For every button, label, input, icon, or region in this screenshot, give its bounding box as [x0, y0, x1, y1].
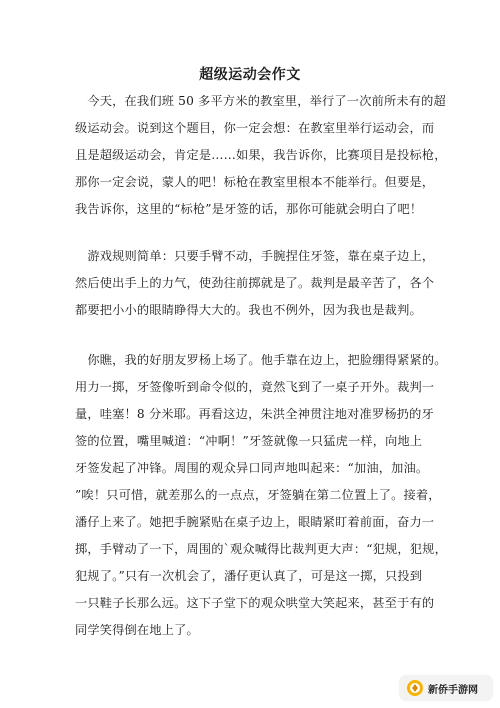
- watermark-badge: [400, 676, 492, 700]
- paragraph-line: 犯规了。”只有一次机会了，潘仔更认真了，可是这一掷，只投到: [75, 569, 423, 583]
- paragraph-line: 潘仔上来了。她把手腕紧贴在桌子边上，眼睛紧盯着前面，奋力一: [75, 515, 435, 529]
- paragraph-2: [75, 243, 435, 324]
- paragraph-line: 签的位置，嘴里喊道：“冲啊！”牙签就像一只猛虎一样，向地上: [75, 434, 423, 448]
- paragraph-line: 一只鞋子长那么远。这下子堂下的观众哄堂大笑起来，甚至于有的: [75, 596, 435, 610]
- paragraph-line: ”唉！只可惜，就差那么的一点点，牙签躺在第二位置上了。接着，: [75, 488, 441, 502]
- document-title: 超级运动会作文: [199, 67, 301, 83]
- watermark-logo-icon: [406, 679, 424, 697]
- paragraph-line: 牙签发起了冲锋。周围的观众异口同声地叫起来：“加油，加油。: [75, 461, 429, 475]
- paragraph-line: 用力一掷，牙签像听到命令似的，竟然飞到了一桌子开外。裁判一: [75, 380, 435, 394]
- paragraph-line: 游戏规则简单：只要手臂不动，手腕捏住牙签，靠在桌子边上，: [75, 249, 435, 263]
- paragraph-line: 那你一定会说，蒙人的吧！标枪在教室里根本不能举行。但要是，: [75, 175, 435, 189]
- paragraph-line: 然后使出手上的力气，使劲往前掷就是了。裁判是最辛苦了，各个: [75, 276, 435, 290]
- paragraph-line: 且是超级运动会，肯定是……如果，我告诉你，比赛项目是投标枪，: [75, 148, 447, 162]
- paragraph-line: 同学笑得倒在地上了。: [75, 623, 199, 637]
- paragraph-line: 你瞧，我的好朋友罗杨上场了。他手靠在边上，把脸绷得紧紧的。: [75, 353, 447, 367]
- paragraph-line: 掷，手臂动了一下，周围的`观众喊得比裁判更大声：“犯规，犯规，: [75, 542, 447, 556]
- paragraph-line: 我告诉你，这里的“标枪”是牙签的话，那你可能就会明白了吧！: [75, 202, 423, 216]
- paragraph-line: 级运动会。说到这个题目，你一定会想：在教室里举行运动会，而: [75, 121, 435, 135]
- watermark-text: 新侨手游网: [428, 684, 478, 696]
- paragraph-line: 都要把小小的眼睛睁得大大的。我也不例外，因为我也是裁判。: [75, 303, 422, 317]
- paragraph-line: 今天，在我们班 50 多平方米的教室里，举行了一次前所未有的超: [75, 94, 446, 108]
- paragraph-line: 量，哇塞！8 分米耶。再看这边，朱洪全神贯注地对准罗杨扔的牙: [75, 407, 434, 421]
- paragraph-3: [75, 347, 447, 644]
- paragraph-1: [75, 88, 447, 223]
